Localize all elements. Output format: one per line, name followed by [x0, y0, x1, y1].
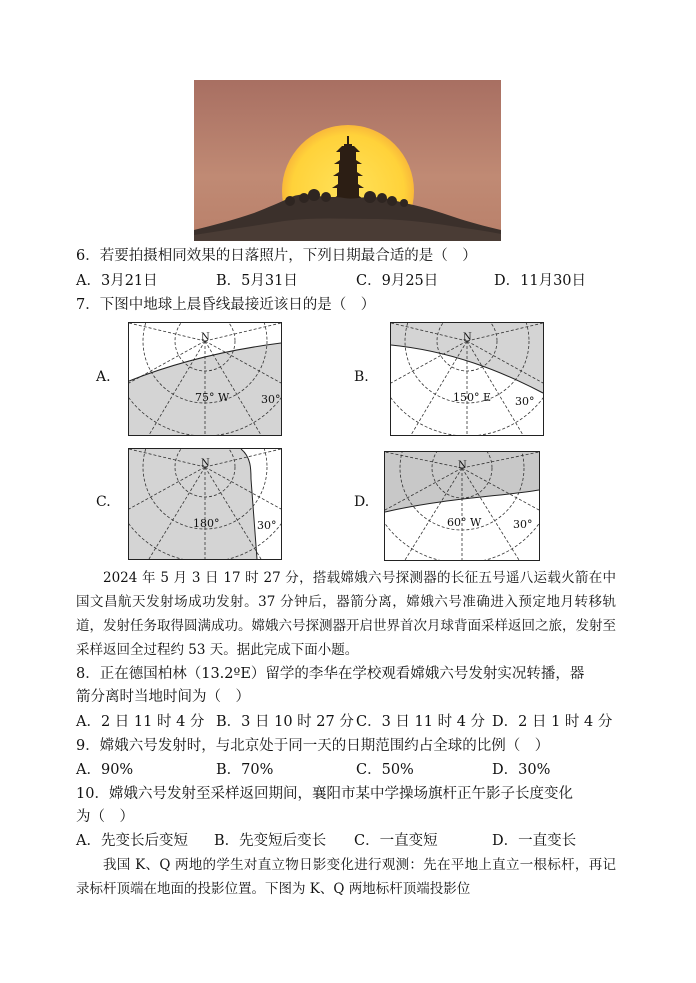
question-10-stem-line2: 为（ ）	[76, 809, 134, 825]
diagram-b-center-label: 150° E	[453, 391, 492, 404]
q8-option-a[interactable]: A．2 日 11 时 4 分	[76, 714, 205, 730]
q8-option-c[interactable]: C．3 日 11 时 4 分	[356, 714, 486, 730]
diagram-d-center-label: 60° W	[447, 516, 482, 529]
question-10-options	[76, 830, 616, 852]
q6-option-b[interactable]: B．5月31日	[216, 273, 298, 289]
diagram-d-lat-label: 30°	[513, 518, 533, 531]
diagram-c-center-label: 180°	[193, 517, 220, 530]
question-8-stem-line1: 8．正在德国柏林（13.2ºE）留学的李华在学校观看嫦娥六号发射实况转播，器	[76, 666, 585, 682]
question-7-stem: 7．下图中地球上晨昏线最接近该日的是（ ）	[76, 297, 376, 313]
diagram-b-lat-label: 30°	[515, 395, 535, 408]
diagram-a-lat-label: 30°	[261, 393, 281, 406]
q9-option-b[interactable]: B．70%	[216, 762, 274, 778]
q10-option-d[interactable]: D．一直变长	[492, 833, 577, 849]
question-6-stem: 6．若要拍摄相同效果的日落照片，下列日期最合适的是（ ）	[76, 248, 477, 264]
question-9-stem: 9．嫦娥六号发射时，与北京处于同一天的日期范围约占全球的比例（ ）	[76, 738, 550, 754]
diagram-d-letter[interactable]: D.	[354, 494, 370, 510]
q9-option-d[interactable]: D．30%	[492, 762, 551, 778]
diagram-d-pole: N	[458, 460, 467, 471]
q9-option-a[interactable]: A．90%	[76, 762, 134, 778]
q6-option-a[interactable]: A．3月21日	[76, 273, 158, 289]
diagram-b-pole: N	[463, 332, 472, 343]
diagram-c-letter[interactable]: C.	[96, 494, 111, 510]
passage-chang-e-6: 2024 年 5 月 3 日 17 时 27 分，搭载嫦娥六号探测器的长征五号遥八运载火箭在中国文昌航天发射场成功发射。37 分钟后，器箭分离，嫦娥六号准确进入预定地月转移轨道，发射任务取得圆满成功。嫦娥六号探测器开启世界首次月球背面采样返回之旅，发射至采样返回全过程约 53 天。据此完成下面小题。	[76, 570, 616, 658]
diagram-a-center-label: 75° W	[195, 391, 230, 404]
diagram-c-pole: N	[201, 458, 210, 469]
q10-option-b[interactable]: B．先变短后变长	[214, 833, 327, 849]
q8-option-b[interactable]: B．3 日 10 时 27 分	[216, 714, 354, 730]
diagram-b-letter[interactable]: B.	[354, 369, 369, 385]
diagram-c-lat-label: 30°	[257, 519, 277, 532]
question-8-options	[76, 711, 616, 733]
diagram-b[interactable]	[390, 322, 544, 436]
q6-option-d[interactable]: D．11月30日	[494, 273, 587, 289]
question-6-options	[76, 270, 616, 292]
diagram-c[interactable]	[128, 448, 282, 560]
question-8-stem-line2: 箭分离时当地时间为（ ）	[76, 689, 250, 705]
passage-shadow-observation: 我国 K、Q 两地的学生对直立物日影变化进行观测：先在平地上直立一根标杆，再记录标杆顶端在地面的投影位置。下图为 K、Q 两地标杆顶端投影位	[76, 857, 616, 897]
question-9-options	[76, 759, 616, 781]
q10-option-c[interactable]: C．一直变短	[354, 833, 438, 849]
sunset-pagoda-photo	[194, 80, 501, 241]
diagram-d[interactable]	[384, 451, 540, 561]
q8-option-d[interactable]: D．2 日 1 时 4 分	[492, 714, 613, 730]
diagram-a-letter[interactable]: A.	[96, 369, 111, 385]
diagram-a[interactable]	[128, 322, 282, 436]
q9-option-c[interactable]: C．50%	[356, 762, 414, 778]
q6-option-c[interactable]: C．9月25日	[356, 273, 439, 289]
q10-option-a[interactable]: A．先变长后变短	[76, 833, 188, 849]
diagram-a-pole: N	[201, 332, 210, 343]
question-10-stem-line1: 10．嫦娥六号发射至采样返回期间，襄阳市某中学操场旗杆正午影子长度变化	[76, 786, 573, 802]
